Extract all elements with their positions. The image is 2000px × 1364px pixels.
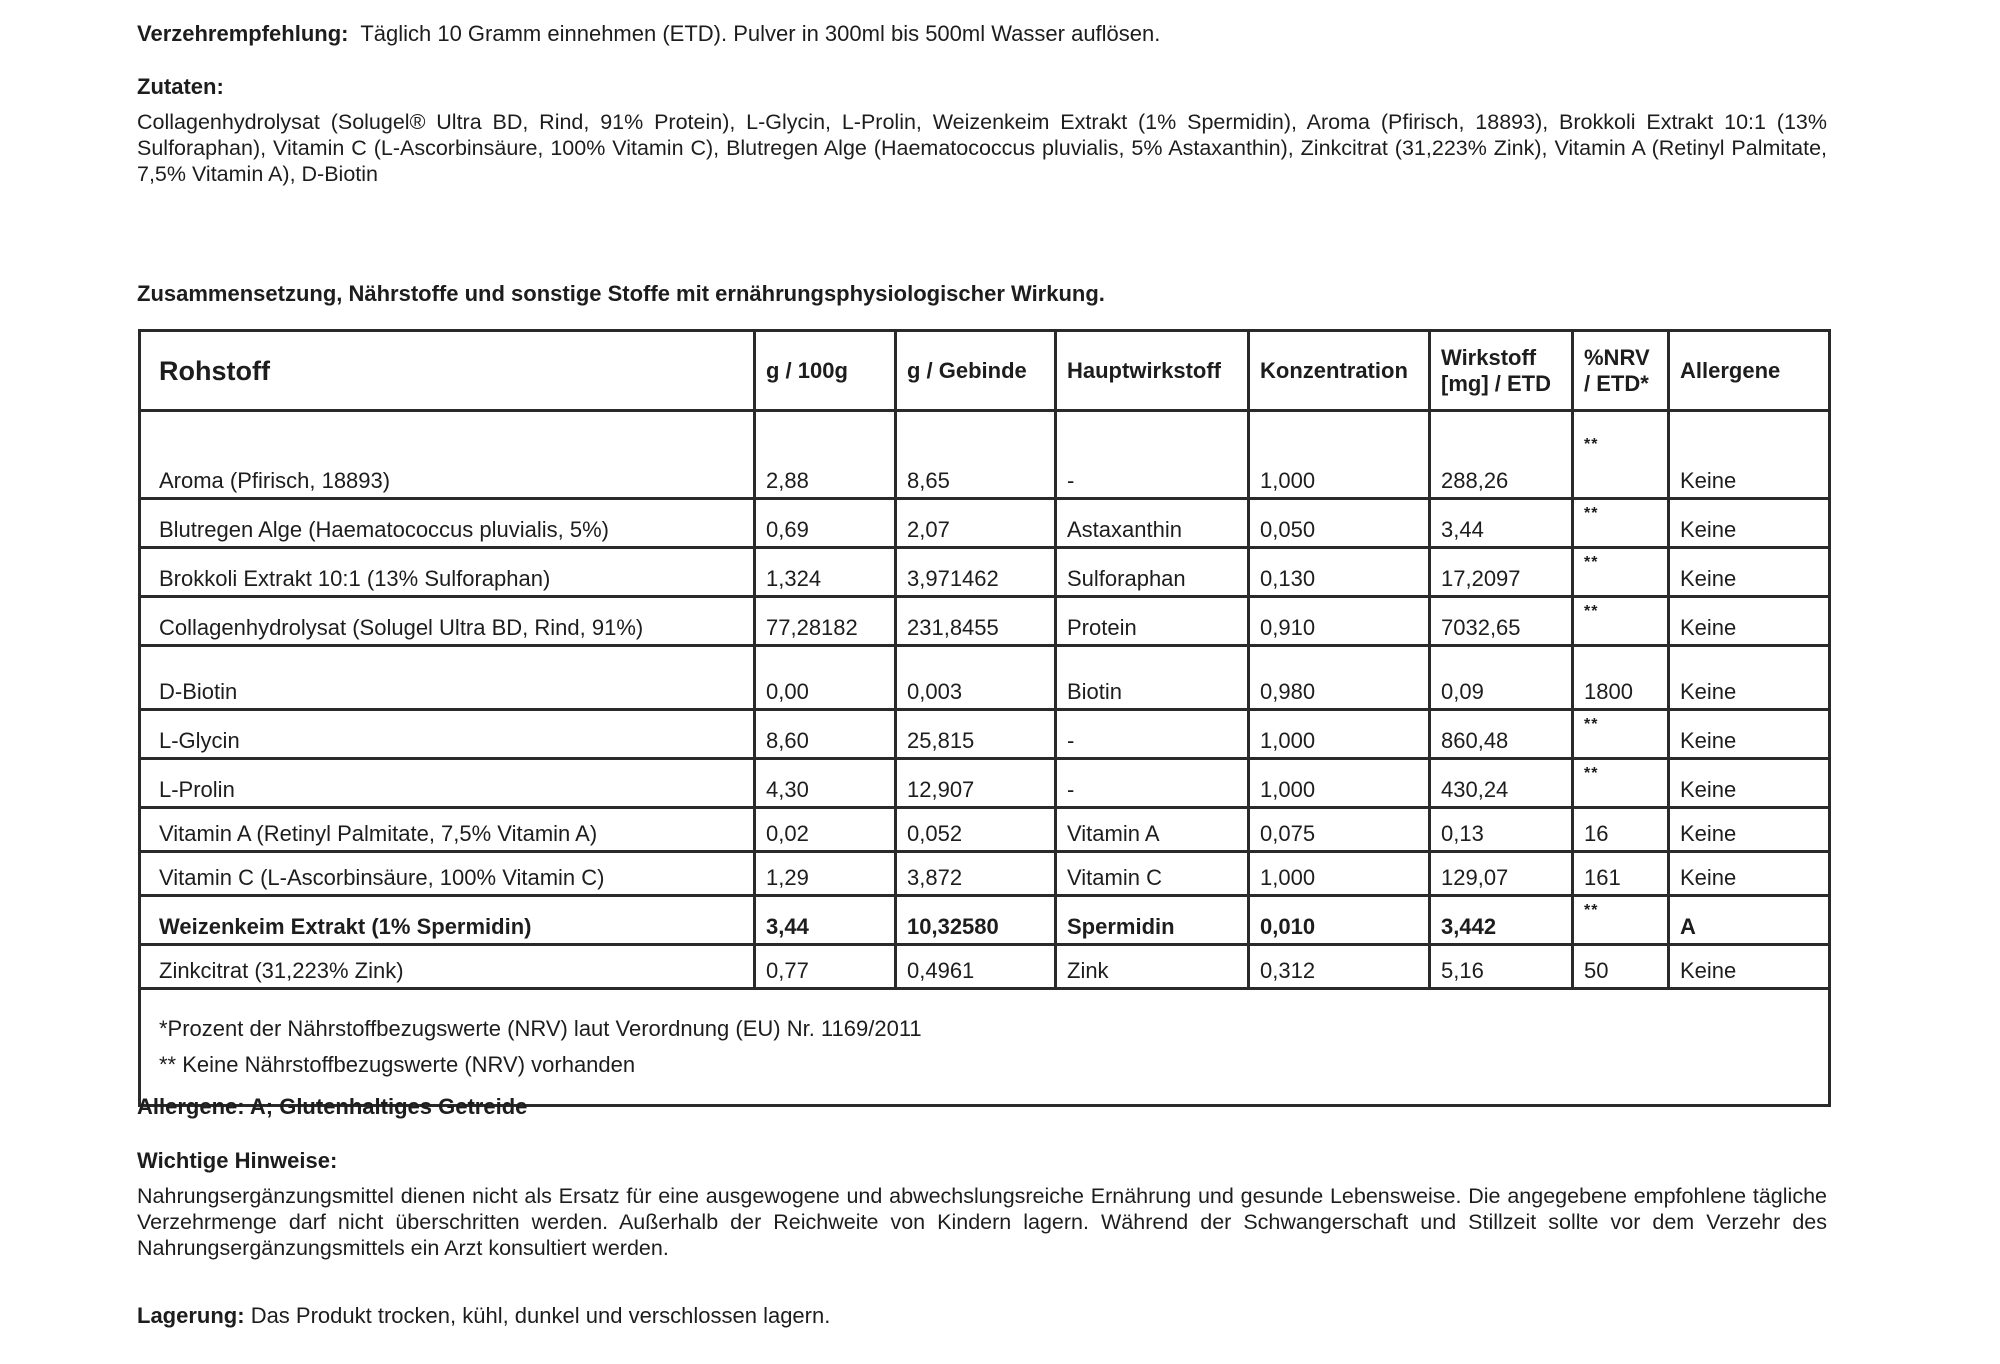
header-konzentration: Konzentration <box>1249 331 1430 411</box>
cell-allergene: Keine <box>1669 597 1830 646</box>
table-row <box>140 548 1830 597</box>
cell-g-gebinde: 2,07 <box>896 499 1056 548</box>
footnote-no-nrv: ** Keine Nährstoffbezugswerte (NRV) vorhanden <box>159 1052 636 1077</box>
cell-g-gebinde: 10,32580 <box>896 896 1056 945</box>
table-row <box>140 646 1830 710</box>
cell-hauptwirkstoff: Zink <box>1056 945 1249 989</box>
cell-nrv: ** <box>1573 548 1669 597</box>
ingredients-text: Collagenhydrolysat (Solugel® Ultra BD, Rind, 91% Protein), L-Glycin, L-Prolin, Weizenkeim Extrakt (1% Spermidin), Aroma (Pfirisch, 18893), Brokkoli Extrakt 10:1 (13% Sulforaphan), Vitamin C (L-Ascorbinsäure, 100% Vitamin C), Blutregen Alge (Haematococcus pluvialis, 5% Astaxanthin), Zinkcitrat (31,223% Zink), Vitamin A (Retinyl Palmitate, 7,5% Vitamin A), D-Biotin <box>137 110 1827 186</box>
cell-g-100g: 0,77 <box>755 945 896 989</box>
intake-recommendation <box>137 21 1160 47</box>
cell-nrv: ** <box>1573 710 1669 759</box>
cell-rohstoff: Blutregen Alge (Haematococcus pluvialis, 5%) <box>140 499 755 548</box>
cell-g-gebinde: 3,872 <box>896 852 1056 896</box>
footnote-nrv: *Prozent der Nährstoffbezugswerte (NRV) laut Verordnung (EU) Nr. 1169/2011 <box>159 1016 922 1041</box>
cell-konzentration: 0,312 <box>1249 945 1430 989</box>
cell-allergene: Keine <box>1669 808 1830 852</box>
cell-g-gebinde: 25,815 <box>896 710 1056 759</box>
table-row <box>140 411 1830 499</box>
cell-g-gebinde: 8,65 <box>896 411 1056 499</box>
cell-wirkstoff: 3,442 <box>1430 896 1573 945</box>
cell-allergene: Keine <box>1669 548 1830 597</box>
cell-nrv: 161 <box>1573 852 1669 896</box>
composition-table <box>138 329 1831 1107</box>
cell-konzentration: 0,010 <box>1249 896 1430 945</box>
cell-wirkstoff: 860,48 <box>1430 710 1573 759</box>
cell-g-100g: 2,88 <box>755 411 896 499</box>
table-row <box>140 499 1830 548</box>
cell-g-gebinde: 0,003 <box>896 646 1056 710</box>
cell-konzentration: 0,130 <box>1249 548 1430 597</box>
cell-rohstoff: L-Glycin <box>140 710 755 759</box>
cell-konzentration: 1,000 <box>1249 411 1430 499</box>
notes-text: Nahrungsergänzungsmittel dienen nicht als Ersatz für eine ausgewogene und abwechslungsreiche Ernährung und gesunde Lebensweise. Die angegebene empfohlene tägliche Verzehrmenge darf nicht überschritten werden. Außerhalb der Reichweite von Kindern lagern. Während der Schwangerschaft und Stillzeit sollte vor dem Verzehr des Nahrungsergänzungsmittels ein Arzt konsultiert werden. <box>137 1184 1827 1260</box>
header-g-gebinde: g / Gebinde <box>896 331 1056 411</box>
cell-nrv: ** <box>1573 896 1669 945</box>
cell-nrv: ** <box>1573 411 1669 499</box>
cell-g-100g: 4,30 <box>755 759 896 808</box>
cell-rohstoff: Brokkoli Extrakt 10:1 (13% Sulforaphan) <box>140 548 755 597</box>
cell-g-100g: 0,69 <box>755 499 896 548</box>
cell-allergene: Keine <box>1669 710 1830 759</box>
cell-konzentration: 0,980 <box>1249 646 1430 710</box>
cell-hauptwirkstoff: Protein <box>1056 597 1249 646</box>
cell-rohstoff: D-Biotin <box>140 646 755 710</box>
cell-wirkstoff: 0,09 <box>1430 646 1573 710</box>
cell-hauptwirkstoff: Vitamin A <box>1056 808 1249 852</box>
cell-g-gebinde: 0,052 <box>896 808 1056 852</box>
table-row <box>140 597 1830 646</box>
cell-rohstoff: Zinkcitrat (31,223% Zink) <box>140 945 755 989</box>
cell-nrv: ** <box>1573 759 1669 808</box>
cell-hauptwirkstoff: Sulforaphan <box>1056 548 1249 597</box>
cell-wirkstoff: 17,2097 <box>1430 548 1573 597</box>
cell-allergene: Keine <box>1669 945 1830 989</box>
table-row <box>140 759 1830 808</box>
cell-hauptwirkstoff: Spermidin <box>1056 896 1249 945</box>
cell-hauptwirkstoff: - <box>1056 411 1249 499</box>
cell-nrv: ** <box>1573 597 1669 646</box>
intake-label: Verzehrempfehlung: <box>137 21 349 46</box>
cell-rohstoff: Vitamin A (Retinyl Palmitate, 7,5% Vitamin A) <box>140 808 755 852</box>
header-allergene: Allergene <box>1669 331 1830 411</box>
header-wirkstoff: Wirkstoff [mg] / ETD <box>1430 331 1573 411</box>
cell-g-100g: 8,60 <box>755 710 896 759</box>
table-footnote-row <box>140 989 1830 1106</box>
cell-rohstoff: Collagenhydrolysat (Solugel Ultra BD, Rind, 91%) <box>140 597 755 646</box>
cell-allergene: Keine <box>1669 411 1830 499</box>
cell-rohstoff: Aroma (Pfirisch, 18893) <box>140 411 755 499</box>
cell-konzentration: 1,000 <box>1249 759 1430 808</box>
table-footnotes <box>140 989 1830 1106</box>
cell-konzentration: 1,000 <box>1249 710 1430 759</box>
storage-info <box>137 1303 830 1329</box>
composition-heading: Zusammensetzung, Nährstoffe und sonstige Stoffe mit ernährungsphysiologischer Wirkung. <box>137 281 1105 306</box>
cell-nrv: ** <box>1573 499 1669 548</box>
cell-allergene: Keine <box>1669 759 1830 808</box>
table-row <box>140 852 1830 896</box>
cell-konzentration: 0,075 <box>1249 808 1430 852</box>
cell-wirkstoff: 129,07 <box>1430 852 1573 896</box>
cell-wirkstoff: 430,24 <box>1430 759 1573 808</box>
notes-label: Wichtige Hinweise: <box>137 1148 338 1173</box>
header-hauptwirkstoff: Hauptwirkstoff <box>1056 331 1249 411</box>
storage-text: Das Produkt trocken, kühl, dunkel und verschlossen lagern. <box>250 1303 831 1328</box>
cell-allergene: Keine <box>1669 499 1830 548</box>
cell-hauptwirkstoff: Vitamin C <box>1056 852 1249 896</box>
cell-nrv: 50 <box>1573 945 1669 989</box>
cell-g-100g: 3,44 <box>755 896 896 945</box>
cell-g-100g: 77,28182 <box>755 597 896 646</box>
cell-g-100g: 1,29 <box>755 852 896 896</box>
cell-allergene: Keine <box>1669 852 1830 896</box>
cell-g-gebinde: 0,4961 <box>896 945 1056 989</box>
cell-g-gebinde: 231,8455 <box>896 597 1056 646</box>
cell-rohstoff: L-Prolin <box>140 759 755 808</box>
storage-label: Lagerung: <box>137 1303 245 1328</box>
cell-wirkstoff: 3,44 <box>1430 499 1573 548</box>
cell-g-100g: 0,00 <box>755 646 896 710</box>
ingredients-label: Zutaten: <box>137 74 224 99</box>
table-header-row <box>140 331 1830 411</box>
cell-wirkstoff: 7032,65 <box>1430 597 1573 646</box>
header-nrv: %NRV / ETD* <box>1573 331 1669 411</box>
cell-g-100g: 1,324 <box>755 548 896 597</box>
cell-wirkstoff: 288,26 <box>1430 411 1573 499</box>
cell-konzentration: 1,000 <box>1249 852 1430 896</box>
cell-konzentration: 0,910 <box>1249 597 1430 646</box>
cell-rohstoff: Vitamin C (L-Ascorbinsäure, 100% Vitamin C) <box>140 852 755 896</box>
table-row <box>140 945 1830 989</box>
cell-g-100g: 0,02 <box>755 808 896 852</box>
intake-text: Täglich 10 Gramm einnehmen (ETD). Pulver in 300ml bis 500ml Wasser auflösen. <box>360 21 1161 46</box>
cell-g-gebinde: 12,907 <box>896 759 1056 808</box>
cell-konzentration: 0,050 <box>1249 499 1430 548</box>
cell-nrv: 16 <box>1573 808 1669 852</box>
cell-allergene: Keine <box>1669 646 1830 710</box>
allergens-statement: Allergene: A; Glutenhaltiges Getreide <box>137 1094 528 1119</box>
cell-rohstoff: Weizenkeim Extrakt (1% Spermidin) <box>140 896 755 945</box>
cell-nrv: 1800 <box>1573 646 1669 710</box>
cell-g-gebinde: 3,971462 <box>896 548 1056 597</box>
header-rohstoff: Rohstoff <box>140 331 755 411</box>
table-row <box>140 808 1830 852</box>
cell-wirkstoff: 0,13 <box>1430 808 1573 852</box>
table-row-highlighted <box>140 896 1830 945</box>
cell-allergene: A <box>1669 896 1830 945</box>
cell-hauptwirkstoff: Biotin <box>1056 646 1249 710</box>
table-row <box>140 710 1830 759</box>
cell-wirkstoff: 5,16 <box>1430 945 1573 989</box>
cell-hauptwirkstoff: - <box>1056 710 1249 759</box>
header-g-100g: g / 100g <box>755 331 896 411</box>
cell-hauptwirkstoff: - <box>1056 759 1249 808</box>
cell-hauptwirkstoff: Astaxanthin <box>1056 499 1249 548</box>
